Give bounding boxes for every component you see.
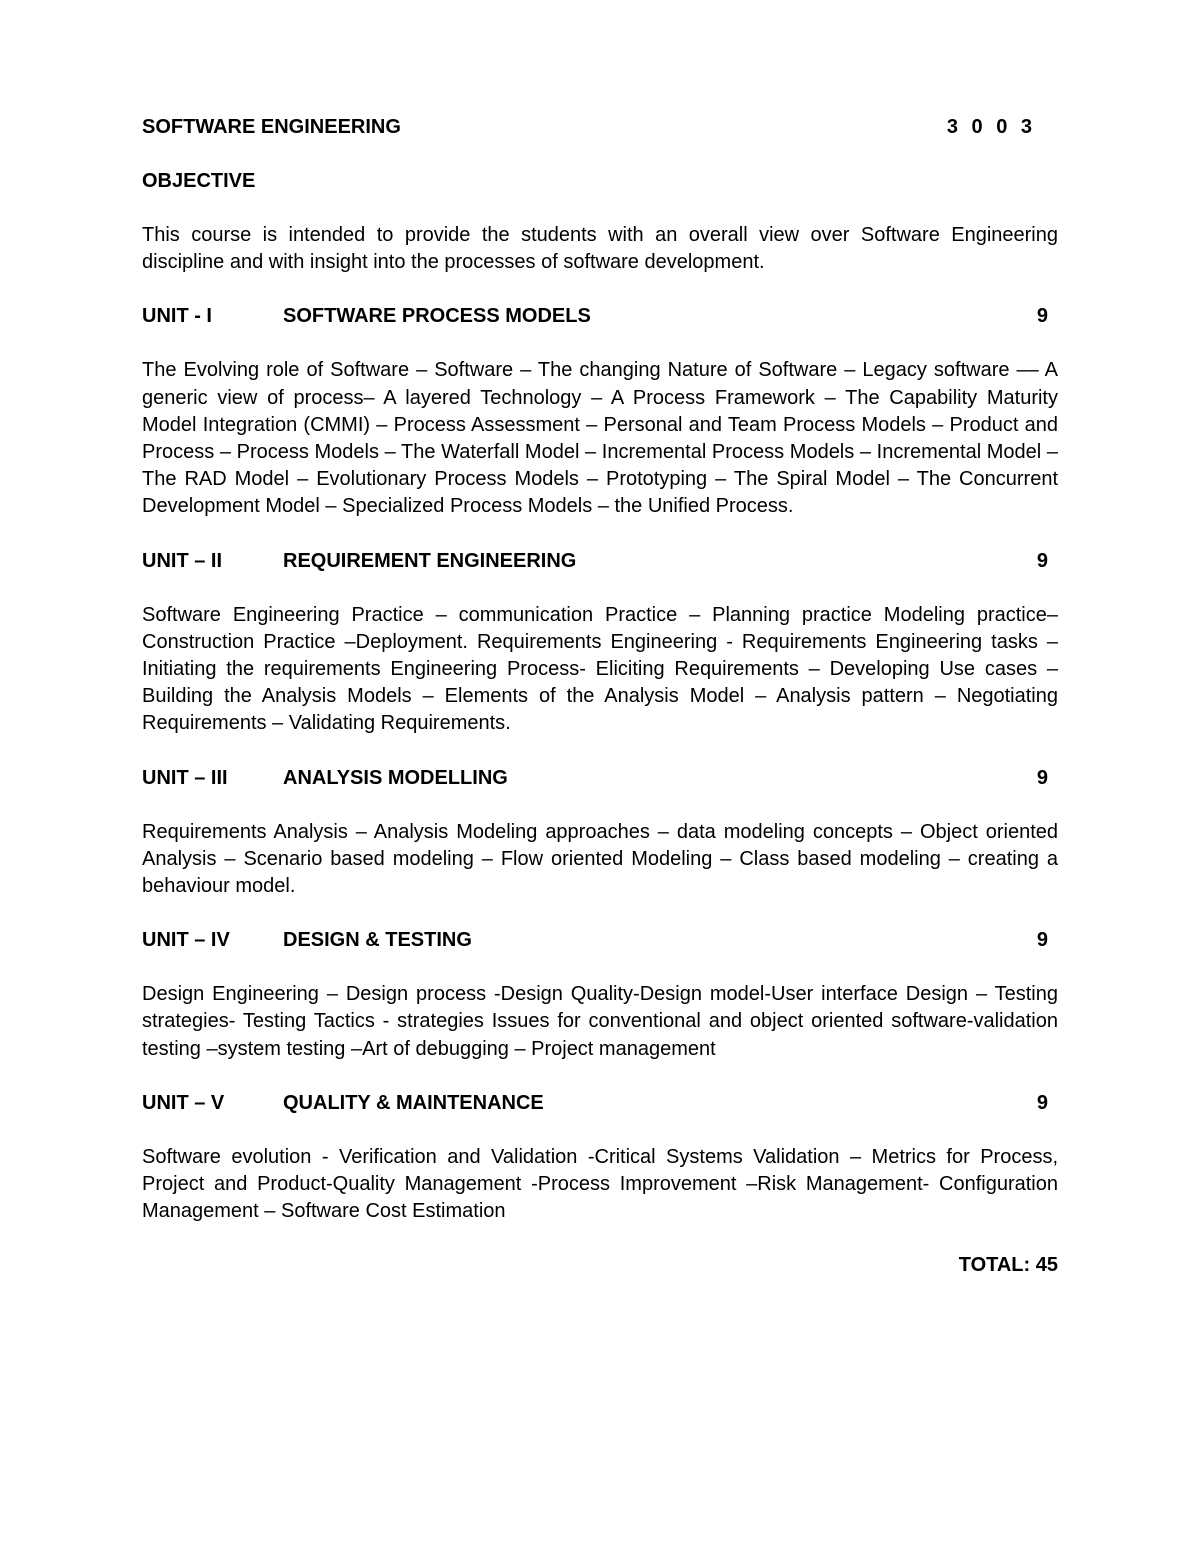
unit-3-content: Requirements Analysis – Analysis Modeling approaches – data modeling concepts – Object oriented Analysis – Scenario based modeling – Flow oriented Modeling – Class based modeling – creating a behaviour model. — [142, 820, 1058, 898]
unit-5-header — [142, 1090, 1058, 1117]
unit-label: UNIT – II — [142, 549, 223, 572]
objective-heading: OBJECTIVE — [142, 170, 256, 192]
unit-4-header — [142, 927, 1058, 954]
unit-2-content: Software Engineering Practice – communication Practice – Planning practice Modeling practice– Construction Practice –Deployment. Requirements Engineering - Requirements Engineering tasks – Initiating the requirements Engineering Process- Eliciting Requirements – Developing Use cases – Building the Analysis Models – Elements of the Analysis Model – Analysis pattern – Negotiating Requirements – Validating Requirements. — [142, 603, 1058, 735]
unit-4-content: Design Engineering – Design process -Design Quality-Design model-User interface Design – Testing strategies- Testing Tactics - strategies Issues for conventional and object oriented software-validation testing –system testing –Art of debugging – Project management — [142, 983, 1058, 1060]
course-header — [142, 114, 1058, 141]
unit-hours: 9 — [1036, 929, 1048, 952]
unit-label: UNIT - I — [142, 305, 212, 328]
unit-title: SOFTWARE PROCESS MODELS — [283, 305, 591, 328]
course-title: SOFTWARE ENGINEERING — [142, 116, 401, 138]
unit-1-content: The Evolving role of Software – Software – The changing Nature of Software – Legacy software –– A generic view of process– A layered Technology – A Process Framework – The Capability Maturity Model Integration (CMMI) – Process Assessment – Personal and Team Process Models – Product and Process – Process Models – The Waterfall Model – Incremental Process Models – Incremental Model – The RAD Model – Evolutionary Process Models – Prototyping – The Spiral Model – The Concurrent Development Model – Specialized Process Models – the Unified Process. — [142, 359, 1058, 518]
unit-1-header — [142, 303, 1058, 330]
unit-label: UNIT – V — [142, 1091, 225, 1114]
objective-text: This course is intended to provide the students with an overall view over Software Engineering discipline and with insight into the processes of software development. — [142, 224, 1058, 274]
unit-5-content: Software evolution - Verification and Validation -Critical Systems Validation – Metrics for Process, Project and Product-Quality Management -Process Improvement –Risk Management- Configuration Management – Software Cost Estimation — [142, 1145, 1058, 1223]
unit-hours: 9 — [1036, 305, 1048, 328]
unit-3-header — [142, 765, 1058, 792]
unit-title: QUALITY & MAINTENANCE — [283, 1091, 544, 1114]
unit-hours: 9 — [1036, 1091, 1048, 1114]
total-hours: TOTAL: 45 — [958, 1254, 1058, 1277]
unit-hours: 9 — [1036, 766, 1048, 789]
unit-title: ANALYSIS MODELLING — [283, 766, 508, 789]
unit-title: REQUIREMENT ENGINEERING — [283, 549, 577, 572]
unit-hours: 9 — [1036, 549, 1048, 572]
unit-label: UNIT – III — [142, 766, 228, 789]
unit-2-header — [142, 548, 1058, 575]
unit-label: UNIT – IV — [142, 929, 230, 952]
unit-title: DESIGN & TESTING — [283, 929, 472, 952]
course-credits: 3 0 0 3 — [946, 116, 1036, 138]
syllabus-page — [142, 114, 1058, 1279]
